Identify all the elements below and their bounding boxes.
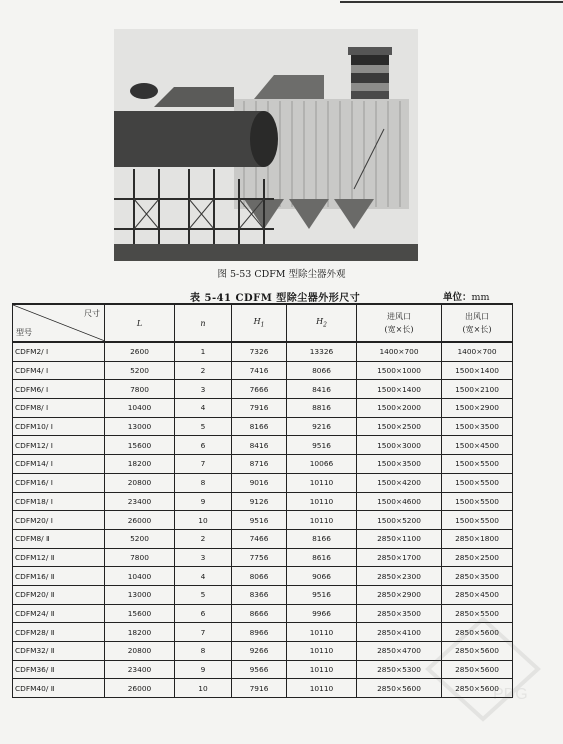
cell-model: CDFM16/ Ⅱ: [13, 567, 105, 586]
cell-H1: 7416: [232, 361, 287, 380]
cell-L: 15600: [105, 604, 175, 623]
cell-n: 2: [175, 361, 232, 380]
cell-H1: 7326: [232, 342, 287, 361]
cell-inlet: 1500×2500: [357, 417, 442, 436]
cell-H1: 8166: [232, 417, 287, 436]
cell-L: 10400: [105, 399, 175, 418]
cell-model: CDFM24/ Ⅱ: [13, 604, 105, 623]
cell-outlet: 1500×4500: [442, 436, 513, 455]
cell-n: 7: [175, 623, 232, 642]
cell-H2: 10110: [287, 660, 357, 679]
cell-L: 20800: [105, 642, 175, 661]
cell-outlet: 1500×5500: [442, 455, 513, 474]
cell-outlet: 1400×700: [442, 342, 513, 361]
cell-H1: 7756: [232, 548, 287, 567]
unit-label: 单位：: [443, 292, 472, 303]
cell-model: CDFM12/ Ⅱ: [13, 548, 105, 567]
cell-model: CDFM32/ Ⅱ: [13, 642, 105, 661]
cell-inlet: 2850×5600: [357, 679, 442, 698]
table-row: [13, 417, 513, 436]
cell-n: 2: [175, 529, 232, 548]
cell-outlet: 2850×2500: [442, 548, 513, 567]
watermark-text: PDG: [493, 686, 528, 703]
cell-H2: 8166: [287, 529, 357, 548]
cell-H2: 10110: [287, 473, 357, 492]
header-n: n: [175, 304, 232, 342]
cell-H2: 9516: [287, 585, 357, 604]
cell-n: 3: [175, 380, 232, 399]
cell-n: 10: [175, 679, 232, 698]
cell-inlet: 2850×1100: [357, 529, 442, 548]
cell-H1: 9016: [232, 473, 287, 492]
cell-inlet: 1500×4600: [357, 492, 442, 511]
cell-H1: 7466: [232, 529, 287, 548]
cell-n: 6: [175, 436, 232, 455]
cell-outlet: 1500×2900: [442, 399, 513, 418]
cell-L: 26000: [105, 511, 175, 530]
cell-H2: 8616: [287, 548, 357, 567]
cell-H1: 8416: [232, 436, 287, 455]
header-H1-main: H: [253, 317, 261, 327]
cell-model: CDFM8/ Ⅱ: [13, 529, 105, 548]
table-row: [13, 342, 513, 361]
cell-H2: 9516: [287, 436, 357, 455]
cell-model: CDFM6/ Ⅰ: [13, 380, 105, 399]
table-row: [13, 679, 513, 698]
cell-L: 18200: [105, 623, 175, 642]
cell-n: 5: [175, 417, 232, 436]
cell-outlet: 2850×5600: [442, 642, 513, 661]
table-row: [13, 567, 513, 586]
table-body: [13, 342, 513, 698]
cell-L: 5200: [105, 361, 175, 380]
cell-inlet: 1500×1000: [357, 361, 442, 380]
cell-outlet: 2850×3500: [442, 567, 513, 586]
cell-H1: 9566: [232, 660, 287, 679]
cell-model: CDFM8/ Ⅰ: [13, 399, 105, 418]
cell-H1: 8716: [232, 455, 287, 474]
header-H2-sub: 2: [323, 321, 327, 329]
cell-n: 6: [175, 604, 232, 623]
table-row: [13, 380, 513, 399]
cell-L: 5200: [105, 529, 175, 548]
header-dimension-label: 尺寸: [84, 309, 100, 318]
header-inlet-line1: 进风口: [387, 312, 411, 321]
table-row: [13, 473, 513, 492]
cell-outlet: 2850×5500: [442, 604, 513, 623]
table-row: [13, 361, 513, 380]
page-top-rule: [340, 1, 563, 3]
cell-model: CDFM18/ Ⅰ: [13, 492, 105, 511]
cell-L: 23400: [105, 660, 175, 679]
cell-model: CDFM16/ Ⅰ: [13, 473, 105, 492]
table-row: [13, 511, 513, 530]
header-model-label: 型号: [16, 328, 32, 337]
table-row: [13, 548, 513, 567]
cell-model: CDFM12/ Ⅰ: [13, 436, 105, 455]
cell-n: 4: [175, 567, 232, 586]
table-row: [13, 660, 513, 679]
header-corner-cell: [13, 304, 105, 342]
cell-outlet: 1500×5500: [442, 492, 513, 511]
cell-inlet: 1500×4200: [357, 473, 442, 492]
cell-inlet: 1500×3000: [357, 436, 442, 455]
cell-model: CDFM20/ Ⅰ: [13, 511, 105, 530]
cell-outlet: 1500×1400: [442, 361, 513, 380]
cell-model: CDFM14/ Ⅰ: [13, 455, 105, 474]
cell-n: 5: [175, 585, 232, 604]
table-row: [13, 623, 513, 642]
header-inlet: [357, 304, 442, 342]
cell-H1: 9126: [232, 492, 287, 511]
cell-outlet: 1500×5500: [442, 473, 513, 492]
unit-value: mm: [471, 292, 490, 303]
cell-n: 9: [175, 492, 232, 511]
cell-H1: 9266: [232, 642, 287, 661]
cell-H2: 10110: [287, 623, 357, 642]
cell-H2: 8416: [287, 380, 357, 399]
header-H1-sub: 1: [260, 321, 265, 329]
cell-H2: 9216: [287, 417, 357, 436]
table-row: [13, 455, 513, 474]
cell-outlet: 2850×5600: [442, 623, 513, 642]
cell-inlet: 2850×5300: [357, 660, 442, 679]
cell-outlet: 2850×5600: [442, 660, 513, 679]
header-L: L: [105, 304, 175, 342]
table-unit: [443, 289, 490, 303]
table-row: [13, 492, 513, 511]
figure-caption: 图 5-53 CDFM 型除尘器外观: [217, 269, 346, 280]
cell-n: 7: [175, 455, 232, 474]
header-outlet-line2: (宽×长): [462, 325, 492, 334]
table-row: [13, 399, 513, 418]
cell-H1: 8066: [232, 567, 287, 586]
cell-H1: 7916: [232, 399, 287, 418]
dimensions-table: [12, 303, 513, 698]
cell-inlet: 1500×2000: [357, 399, 442, 418]
cell-L: 26000: [105, 679, 175, 698]
dust-collector-photo: [114, 29, 418, 261]
cell-outlet: 1500×5500: [442, 511, 513, 530]
cell-model: CDFM20/ Ⅱ: [13, 585, 105, 604]
cell-H1: 8666: [232, 604, 287, 623]
cell-n: 10: [175, 511, 232, 530]
cell-H2: 10110: [287, 511, 357, 530]
cell-inlet: 1500×3500: [357, 455, 442, 474]
cell-H2: 8066: [287, 361, 357, 380]
cell-inlet: 2850×4700: [357, 642, 442, 661]
cell-model: CDFM28/ Ⅱ: [13, 623, 105, 642]
cell-outlet: 1500×2100: [442, 380, 513, 399]
cell-H1: 8366: [232, 585, 287, 604]
header-H1: [232, 304, 287, 342]
cell-L: 23400: [105, 492, 175, 511]
cell-n: 9: [175, 660, 232, 679]
cell-inlet: 1500×1400: [357, 380, 442, 399]
table-row: [13, 436, 513, 455]
cell-model: CDFM40/ Ⅱ: [13, 679, 105, 698]
header-outlet: [442, 304, 513, 342]
table-row: [13, 529, 513, 548]
cell-H2: 10110: [287, 642, 357, 661]
cell-H2: 10066: [287, 455, 357, 474]
cell-L: 10400: [105, 567, 175, 586]
cell-inlet: 2850×3500: [357, 604, 442, 623]
cell-outlet: 2850×4500: [442, 585, 513, 604]
cell-L: 13000: [105, 417, 175, 436]
table-title: 表 5-41 CDFM 型除尘器外形尺寸: [190, 293, 361, 304]
cell-H2: 8816: [287, 399, 357, 418]
header-H2-main: H: [316, 317, 324, 327]
cell-L: 18200: [105, 455, 175, 474]
table-header-row: [13, 304, 513, 342]
cell-H2: 9066: [287, 567, 357, 586]
cell-L: 20800: [105, 473, 175, 492]
cell-n: 8: [175, 473, 232, 492]
cell-inlet: 2850×1700: [357, 548, 442, 567]
cell-H1: 7916: [232, 679, 287, 698]
cell-L: 13000: [105, 585, 175, 604]
cell-H2: 10110: [287, 492, 357, 511]
cell-inlet: 2850×2900: [357, 585, 442, 604]
cell-H2: 13326: [287, 342, 357, 361]
cell-H1: 9516: [232, 511, 287, 530]
cell-inlet: 1400×700: [357, 342, 442, 361]
cell-H1: 7666: [232, 380, 287, 399]
cell-model: CDFM4/ Ⅰ: [13, 361, 105, 380]
cell-inlet: 2850×2300: [357, 567, 442, 586]
cell-n: 1: [175, 342, 232, 361]
cell-L: 7800: [105, 380, 175, 399]
cell-H2: 10110: [287, 679, 357, 698]
cell-n: 8: [175, 642, 232, 661]
cell-model: CDFM36/ Ⅱ: [13, 660, 105, 679]
cell-model: CDFM10/ Ⅰ: [13, 417, 105, 436]
cell-L: 7800: [105, 548, 175, 567]
cell-H1: 8966: [232, 623, 287, 642]
header-outlet-line1: 出风口: [465, 312, 489, 321]
cell-outlet: 2850×1800: [442, 529, 513, 548]
cell-inlet: 2850×4100: [357, 623, 442, 642]
header-inlet-line2: (宽×长): [384, 325, 414, 334]
cell-L: 2600: [105, 342, 175, 361]
cell-outlet: 1500×3500: [442, 417, 513, 436]
table-row: [13, 604, 513, 623]
cell-n: 3: [175, 548, 232, 567]
cell-L: 15600: [105, 436, 175, 455]
table-row: [13, 585, 513, 604]
cell-inlet: 1500×5200: [357, 511, 442, 530]
cell-H2: 9966: [287, 604, 357, 623]
header-H2: [287, 304, 357, 342]
cell-n: 4: [175, 399, 232, 418]
cell-model: CDFM2/ Ⅰ: [13, 342, 105, 361]
cell-outlet: 2850×5600: [442, 679, 513, 698]
table-row: [13, 642, 513, 661]
